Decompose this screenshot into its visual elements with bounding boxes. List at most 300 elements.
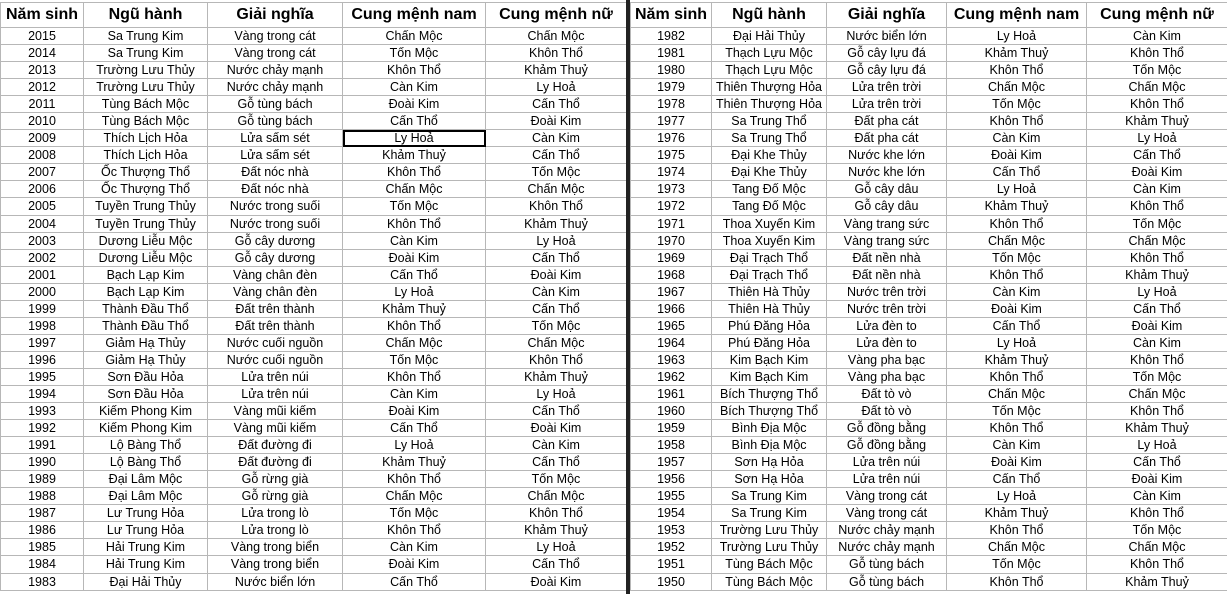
cell-meaning[interactable]: Đất đường đi [208,454,343,471]
cell-element[interactable]: Thiên Thượng Hỏa [712,79,827,96]
cell-female-destiny[interactable]: Chấn Mộc [1087,539,1227,556]
cell-female-destiny[interactable]: Cấn Thổ [486,147,627,164]
cell-element[interactable]: Sa Trung Kim [84,28,208,45]
cell-element[interactable]: Trường Lưu Thủy [84,79,208,96]
cell-male-destiny[interactable]: Khảm Thuỷ [947,505,1087,522]
cell-element[interactable]: Thoa Xuyến Kim [712,215,827,232]
cell-male-destiny[interactable]: Đoài Kim [947,147,1087,164]
cell-male-destiny[interactable]: Chấn Mộc [947,79,1087,96]
cell-meaning[interactable]: Nước trong suối [208,198,343,215]
cell-male-destiny[interactable]: Khôn Thổ [947,113,1087,130]
cell-male-destiny[interactable]: Cấn Thổ [343,266,486,283]
cell-male-destiny[interactable]: Khôn Thổ [947,368,1087,385]
cell-birth-year[interactable]: 1977 [631,113,712,130]
cell-birth-year[interactable]: 2001 [1,266,84,283]
cell-male-destiny[interactable]: Khôn Thổ [947,215,1087,232]
cell-meaning[interactable]: Lửa trên núi [208,368,343,385]
cell-meaning[interactable]: Nước chảy mạnh [827,522,947,539]
cell-meaning[interactable]: Lửa trong lò [208,505,343,522]
cell-birth-year[interactable]: 1973 [631,181,712,198]
cell-meaning[interactable]: Nước trên trời [827,283,947,300]
cell-female-destiny[interactable]: Càn Kim [1087,181,1227,198]
cell-female-destiny[interactable]: Tốn Mộc [486,471,627,488]
cell-birth-year[interactable]: 1961 [631,385,712,402]
cell-male-destiny[interactable]: Cấn Thổ [343,573,486,590]
cell-female-destiny[interactable]: Tốn Mộc [1087,522,1227,539]
cell-birth-year[interactable]: 1988 [1,488,84,505]
cell-element[interactable]: Tuyền Trung Thủy [84,215,208,232]
cell-meaning[interactable]: Gỗ tùng bách [827,556,947,573]
cell-meaning[interactable]: Vàng trong cát [827,488,947,505]
cell-birth-year[interactable]: 2000 [1,283,84,300]
cell-meaning[interactable]: Đất pha cát [827,130,947,147]
cell-male-destiny[interactable]: Chấn Mộc [343,181,486,198]
cell-birth-year[interactable]: 1969 [631,249,712,266]
cell-female-destiny[interactable]: Ly Hoả [1087,437,1227,454]
cell-male-destiny[interactable]: Đoài Kim [343,249,486,266]
cell-birth-year[interactable]: 1965 [631,317,712,334]
cell-element[interactable]: Bạch Lạp Kim [84,283,208,300]
cell-element[interactable]: Tùng Bách Mộc [712,556,827,573]
cell-birth-year[interactable]: 1993 [1,403,84,420]
cell-male-destiny[interactable]: Khôn Thổ [343,522,486,539]
cell-element[interactable]: Lộ Bàng Thổ [84,454,208,471]
cell-female-destiny[interactable]: Chấn Mộc [1087,79,1227,96]
cell-element[interactable]: Giảm Hạ Thủy [84,351,208,368]
cell-birth-year[interactable]: 2014 [1,45,84,62]
cell-male-destiny[interactable]: Chấn Mộc [947,385,1087,402]
cell-birth-year[interactable]: 1966 [631,300,712,317]
cell-element[interactable]: Sa Trung Kim [712,488,827,505]
cell-birth-year[interactable]: 1997 [1,334,84,351]
cell-birth-year[interactable]: 2015 [1,28,84,45]
cell-birth-year[interactable]: 2004 [1,215,84,232]
cell-meaning[interactable]: Gỗ tùng bách [827,573,947,590]
header-birth-year[interactable]: Năm sinh [1,3,84,28]
cell-birth-year[interactable]: 1970 [631,232,712,249]
cell-element[interactable]: Sơn Hạ Hỏa [712,471,827,488]
cell-male-destiny[interactable]: Tốn Mộc [947,403,1087,420]
cell-female-destiny[interactable]: Khảm Thuỷ [1087,420,1227,437]
cell-birth-year[interactable]: 1974 [631,164,712,181]
cell-female-destiny[interactable]: Cấn Thổ [486,403,627,420]
cell-birth-year[interactable]: 1991 [1,437,84,454]
cell-male-destiny[interactable]: Đoài Kim [343,96,486,113]
cell-meaning[interactable]: Gỗ đồng bằng [827,437,947,454]
cell-female-destiny[interactable]: Khôn Thổ [486,45,627,62]
cell-female-destiny[interactable]: Ly Hoả [1087,130,1227,147]
cell-female-destiny[interactable]: Tốn Mộc [1087,62,1227,79]
cell-element[interactable]: Đại Hải Thủy [712,28,827,45]
header-male-destiny[interactable]: Cung mệnh nam [343,3,486,28]
cell-female-destiny[interactable]: Khảm Thuỷ [1087,113,1227,130]
cell-birth-year[interactable]: 1955 [631,488,712,505]
cell-male-destiny[interactable]: Chấn Mộc [343,488,486,505]
cell-female-destiny[interactable]: Cấn Thổ [486,96,627,113]
cell-meaning[interactable]: Vàng trong biển [208,539,343,556]
cell-female-destiny[interactable]: Tốn Mộc [1087,368,1227,385]
cell-element[interactable]: Tùng Bách Mộc [712,573,827,590]
cell-male-destiny[interactable]: Khảm Thuỷ [947,198,1087,215]
cell-element[interactable]: Dương Liễu Mộc [84,232,208,249]
cell-male-destiny[interactable]: Khảm Thuỷ [947,351,1087,368]
cell-meaning[interactable]: Nước khe lớn [827,147,947,164]
cell-element[interactable]: Đại Trạch Thổ [712,266,827,283]
cell-female-destiny[interactable]: Khảm Thuỷ [486,215,627,232]
cell-birth-year[interactable]: 1958 [631,437,712,454]
cell-element[interactable]: Đại Hải Thủy [84,573,208,590]
cell-meaning[interactable]: Nước khe lớn [827,164,947,181]
cell-element[interactable]: Thạch Lựu Mộc [712,45,827,62]
cell-meaning[interactable]: Lửa trong lò [208,522,343,539]
cell-element[interactable]: Trường Lưu Thủy [84,62,208,79]
cell-element[interactable]: Tang Đố Mộc [712,181,827,198]
cell-birth-year[interactable]: 1989 [1,471,84,488]
cell-meaning[interactable]: Nước chảy mạnh [208,62,343,79]
cell-birth-year[interactable]: 1990 [1,454,84,471]
cell-female-destiny[interactable]: Đoài Kim [1087,471,1227,488]
cell-male-destiny[interactable]: Cấn Thổ [343,113,486,130]
cell-male-destiny[interactable]: Khôn Thổ [343,317,486,334]
cell-birth-year[interactable]: 2002 [1,249,84,266]
cell-element[interactable]: Đại Lâm Mộc [84,488,208,505]
cell-meaning[interactable]: Vàng mũi kiếm [208,403,343,420]
cell-female-destiny[interactable]: Càn Kim [486,283,627,300]
cell-birth-year[interactable]: 1998 [1,317,84,334]
cell-female-destiny[interactable]: Khảm Thuỷ [486,368,627,385]
cell-male-destiny[interactable]: Khôn Thổ [343,471,486,488]
cell-meaning[interactable]: Đất tò vò [827,403,947,420]
cell-element[interactable]: Bình Địa Mộc [712,420,827,437]
cell-element[interactable]: Trường Lưu Thủy [712,539,827,556]
cell-birth-year[interactable]: 1984 [1,556,84,573]
cell-male-destiny[interactable]: Chấn Mộc [947,539,1087,556]
cell-element[interactable]: Lộ Bàng Thổ [84,437,208,454]
cell-element[interactable]: Thích Lịch Hỏa [84,130,208,147]
cell-meaning[interactable]: Nước biển lớn [827,28,947,45]
cell-birth-year[interactable]: 1952 [631,539,712,556]
cell-female-destiny[interactable]: Đoài Kim [486,573,627,590]
cell-birth-year[interactable]: 1994 [1,385,84,402]
cell-female-destiny[interactable]: Chấn Mộc [486,488,627,505]
cell-meaning[interactable]: Nước trong suối [208,215,343,232]
cell-element[interactable]: Sơn Hạ Hỏa [712,454,827,471]
cell-birth-year[interactable]: 1971 [631,215,712,232]
cell-birth-year[interactable]: 1967 [631,283,712,300]
cell-female-destiny[interactable]: Tốn Mộc [486,317,627,334]
cell-meaning[interactable]: Vàng trong cát [827,505,947,522]
cell-female-destiny[interactable]: Cấn Thổ [1087,300,1227,317]
cell-birth-year[interactable]: 1999 [1,300,84,317]
cell-birth-year[interactable]: 1978 [631,96,712,113]
header-male-destiny[interactable]: Cung mệnh nam [947,3,1087,28]
cell-meaning[interactable]: Lửa đèn to [827,317,947,334]
cell-meaning[interactable]: Vàng trang sức [827,215,947,232]
cell-meaning[interactable]: Lửa trên núi [827,471,947,488]
cell-birth-year[interactable]: 2010 [1,113,84,130]
cell-meaning[interactable]: Đất nóc nhà [208,164,343,181]
cell-male-destiny[interactable]: Chấn Mộc [343,28,486,45]
cell-meaning[interactable]: Đất pha cát [827,113,947,130]
cell-element[interactable]: Bích Thượng Thổ [712,403,827,420]
cell-male-destiny[interactable]: Càn Kim [947,437,1087,454]
cell-birth-year[interactable]: 1963 [631,351,712,368]
cell-element[interactable]: Đại Khe Thủy [712,164,827,181]
cell-element[interactable]: Đại Lâm Mộc [84,471,208,488]
cell-birth-year[interactable]: 1986 [1,522,84,539]
cell-element[interactable]: Thiên Hà Thủy [712,283,827,300]
cell-male-destiny[interactable]: Cấn Thổ [947,471,1087,488]
cell-element[interactable]: Thành Đầu Thổ [84,300,208,317]
cell-female-destiny[interactable]: Đoài Kim [486,420,627,437]
cell-female-destiny[interactable]: Khôn Thổ [1087,505,1227,522]
cell-element[interactable]: Thoa Xuyến Kim [712,232,827,249]
cell-birth-year[interactable]: 1959 [631,420,712,437]
cell-meaning[interactable]: Vàng pha bạc [827,351,947,368]
cell-element[interactable]: Dương Liễu Mộc [84,249,208,266]
cell-meaning[interactable]: Lửa sấm sét [208,147,343,164]
cell-meaning[interactable]: Nước trên trời [827,300,947,317]
cell-female-destiny[interactable]: Ly Hoả [486,539,627,556]
cell-male-destiny[interactable]: Khôn Thổ [947,573,1087,590]
cell-meaning[interactable]: Nước chảy mạnh [208,79,343,96]
cell-male-destiny[interactable]: Đoài Kim [947,300,1087,317]
cell-element[interactable]: Sơn Đầu Hỏa [84,368,208,385]
cell-female-destiny[interactable]: Ly Hoả [1087,283,1227,300]
cell-birth-year[interactable]: 1960 [631,403,712,420]
cell-male-destiny[interactable]: Tốn Mộc [343,45,486,62]
cell-element[interactable]: Tùng Bách Mộc [84,113,208,130]
cell-meaning[interactable]: Vàng pha bạc [827,368,947,385]
cell-meaning[interactable]: Gỗ tùng bách [208,96,343,113]
cell-male-destiny[interactable]: Khôn Thổ [947,522,1087,539]
cell-birth-year[interactable]: 2011 [1,96,84,113]
cell-male-destiny[interactable]: Tốn Mộc [947,249,1087,266]
cell-meaning[interactable]: Đất nền nhà [827,249,947,266]
cell-male-destiny[interactable]: Ly Hoả [947,28,1087,45]
cell-meaning[interactable]: Gỗ cây lựu đá [827,62,947,79]
header-meaning[interactable]: Giải nghĩa [208,3,343,28]
cell-meaning[interactable]: Vàng trong biển [208,556,343,573]
cell-female-destiny[interactable]: Cấn Thổ [486,454,627,471]
cell-element[interactable]: Thành Đầu Thổ [84,317,208,334]
cell-element[interactable]: Sa Trung Kim [712,505,827,522]
cell-male-destiny[interactable]: Khôn Thổ [947,266,1087,283]
cell-meaning[interactable]: Đất trên thành [208,300,343,317]
cell-female-destiny[interactable]: Chấn Mộc [1087,385,1227,402]
cell-female-destiny[interactable]: Khảm Thuỷ [1087,573,1227,590]
cell-birth-year[interactable]: 2006 [1,181,84,198]
cell-male-destiny[interactable]: Càn Kim [343,385,486,402]
cell-birth-year[interactable]: 1953 [631,522,712,539]
cell-meaning[interactable]: Đất trên thành [208,317,343,334]
cell-meaning[interactable]: Vàng trong cát [208,45,343,62]
cell-male-destiny[interactable]: Cấn Thổ [343,420,486,437]
cell-female-destiny[interactable]: Khảm Thuỷ [486,522,627,539]
cell-birth-year[interactable]: 1968 [631,266,712,283]
cell-male-destiny[interactable]: Cấn Thổ [947,164,1087,181]
cell-female-destiny[interactable]: Cấn Thổ [486,249,627,266]
cell-female-destiny[interactable]: Cấn Thổ [1087,454,1227,471]
cell-male-destiny[interactable]: Tốn Mộc [947,96,1087,113]
cell-element[interactable]: Lư Trung Hỏa [84,505,208,522]
cell-male-destiny[interactable]: Cấn Thổ [947,317,1087,334]
cell-female-destiny[interactable]: Chấn Mộc [486,181,627,198]
cell-male-destiny[interactable]: Khảm Thuỷ [343,454,486,471]
cell-birth-year[interactable]: 1987 [1,505,84,522]
cell-male-destiny[interactable]: Tốn Mộc [343,505,486,522]
cell-element[interactable]: Sa Trung Thổ [712,130,827,147]
cell-element[interactable]: Bích Thượng Thổ [712,385,827,402]
cell-female-destiny[interactable]: Ly Hoả [486,232,627,249]
cell-meaning[interactable]: Gỗ cây dương [208,249,343,266]
cell-meaning[interactable]: Lửa trên trời [827,79,947,96]
cell-male-destiny[interactable]: Càn Kim [343,539,486,556]
cell-element[interactable]: Hải Trung Kim [84,539,208,556]
cell-meaning[interactable]: Gỗ tùng bách [208,113,343,130]
cell-birth-year[interactable]: 1981 [631,45,712,62]
cell-element[interactable]: Kiếm Phong Kim [84,403,208,420]
cell-female-destiny[interactable]: Khôn Thổ [1087,403,1227,420]
cell-birth-year[interactable]: 1985 [1,539,84,556]
cell-element[interactable]: Tang Đố Mộc [712,198,827,215]
cell-meaning[interactable]: Gỗ đồng bằng [827,420,947,437]
cell-element[interactable]: Thiên Hà Thủy [712,300,827,317]
cell-element[interactable]: Trường Lưu Thủy [712,522,827,539]
cell-meaning[interactable]: Vàng chân đèn [208,266,343,283]
cell-element[interactable]: Sa Trung Thổ [712,113,827,130]
cell-female-destiny[interactable]: Càn Kim [486,437,627,454]
cell-meaning[interactable]: Lửa trên núi [208,385,343,402]
cell-male-destiny[interactable]: Tốn Mộc [343,351,486,368]
cell-element[interactable]: Phú Đăng Hỏa [712,334,827,351]
cell-male-destiny[interactable]: Ly Hoả [343,283,486,300]
cell-element[interactable]: Kim Bạch Kim [712,351,827,368]
cell-female-destiny[interactable]: Cấn Thổ [486,300,627,317]
cell-female-destiny[interactable]: Khôn Thổ [1087,45,1227,62]
cell-male-destiny[interactable]: Đoài Kim [947,454,1087,471]
cell-birth-year[interactable]: 2007 [1,164,84,181]
cell-meaning[interactable]: Vàng mũi kiếm [208,420,343,437]
cell-meaning[interactable]: Nước chảy mạnh [827,539,947,556]
cell-male-destiny[interactable]: Khảm Thuỷ [343,147,486,164]
cell-female-destiny[interactable]: Tốn Mộc [1087,215,1227,232]
cell-male-destiny[interactable]: Khôn Thổ [947,62,1087,79]
cell-birth-year[interactable]: 2013 [1,62,84,79]
cell-male-destiny[interactable]: Chấn Mộc [343,334,486,351]
cell-element[interactable]: Kim Bạch Kim [712,368,827,385]
cell-female-destiny[interactable]: Chấn Mộc [1087,232,1227,249]
cell-birth-year[interactable]: 1980 [631,62,712,79]
cell-meaning[interactable]: Đất đường đi [208,437,343,454]
cell-birth-year[interactable]: 2005 [1,198,84,215]
cell-meaning[interactable]: Gỗ cây dâu [827,181,947,198]
cell-female-destiny[interactable]: Khôn Thổ [1087,556,1227,573]
cell-birth-year[interactable]: 1956 [631,471,712,488]
cell-male-destiny[interactable]: Càn Kim [947,283,1087,300]
cell-female-destiny[interactable]: Ly Hoả [486,385,627,402]
cell-male-destiny[interactable]: Chấn Mộc [947,232,1087,249]
cell-element[interactable]: Tùng Bách Mộc [84,96,208,113]
cell-element[interactable]: Bạch Lạp Kim [84,266,208,283]
cell-meaning[interactable]: Đất nóc nhà [208,181,343,198]
cell-male-destiny[interactable]: Khôn Thổ [343,62,486,79]
cell-male-destiny[interactable]: Khôn Thổ [343,164,486,181]
cell-female-destiny[interactable]: Đoài Kim [486,113,627,130]
cell-element[interactable]: Kiếm Phong Kim [84,420,208,437]
cell-male-destiny[interactable]: Tốn Mộc [947,556,1087,573]
header-element[interactable]: Ngũ hành [712,3,827,28]
cell-meaning[interactable]: Nước cuối nguồn [208,334,343,351]
cell-meaning[interactable]: Lửa đèn to [827,334,947,351]
cell-female-destiny[interactable]: Khôn Thổ [1087,96,1227,113]
cell-birth-year[interactable]: 2003 [1,232,84,249]
cell-female-destiny[interactable]: Khôn Thổ [1087,351,1227,368]
cell-meaning[interactable]: Gỗ cây dương [208,232,343,249]
cell-male-destiny[interactable]: Ly Hoả [343,130,486,147]
cell-element[interactable]: Hải Trung Kim [84,556,208,573]
cell-birth-year[interactable]: 1954 [631,505,712,522]
cell-female-destiny[interactable]: Khảm Thuỷ [1087,266,1227,283]
header-meaning[interactable]: Giải nghĩa [827,3,947,28]
cell-male-destiny[interactable]: Càn Kim [343,79,486,96]
cell-meaning[interactable]: Gỗ cây dâu [827,198,947,215]
cell-element[interactable]: Phú Đăng Hỏa [712,317,827,334]
cell-female-destiny[interactable]: Cấn Thổ [486,556,627,573]
cell-meaning[interactable]: Gỗ rừng già [208,488,343,505]
cell-birth-year[interactable]: 2008 [1,147,84,164]
cell-male-destiny[interactable]: Càn Kim [343,232,486,249]
cell-element[interactable]: Sa Trung Kim [84,45,208,62]
cell-element[interactable]: Tuyền Trung Thủy [84,198,208,215]
cell-element[interactable]: Giảm Hạ Thủy [84,334,208,351]
cell-birth-year[interactable]: 1995 [1,368,84,385]
cell-element[interactable]: Đại Trạch Thổ [712,249,827,266]
cell-male-destiny[interactable]: Ly Hoả [947,334,1087,351]
cell-meaning[interactable]: Nước biển lớn [208,573,343,590]
cell-birth-year[interactable]: 1950 [631,573,712,590]
cell-birth-year[interactable]: 1976 [631,130,712,147]
cell-female-destiny[interactable]: Khôn Thổ [486,351,627,368]
cell-male-destiny[interactable]: Tốn Mộc [343,198,486,215]
cell-meaning[interactable]: Lửa trên núi [827,454,947,471]
cell-male-destiny[interactable]: Đoài Kim [343,403,486,420]
cell-meaning[interactable]: Vàng trang sức [827,232,947,249]
cell-meaning[interactable]: Vàng trong cát [208,28,343,45]
cell-element[interactable]: Lư Trung Hỏa [84,522,208,539]
cell-element[interactable]: Ốc Thượng Thổ [84,164,208,181]
cell-meaning[interactable]: Vàng chân đèn [208,283,343,300]
cell-female-destiny[interactable]: Chấn Mộc [486,28,627,45]
cell-male-destiny[interactable]: Khảm Thuỷ [947,45,1087,62]
cell-male-destiny[interactable]: Khôn Thổ [343,368,486,385]
cell-birth-year[interactable]: 1957 [631,454,712,471]
cell-male-destiny[interactable]: Khôn Thổ [343,215,486,232]
cell-birth-year[interactable]: 1996 [1,351,84,368]
cell-male-destiny[interactable]: Ly Hoả [947,181,1087,198]
cell-male-destiny[interactable]: Ly Hoả [947,488,1087,505]
cell-male-destiny[interactable]: Khôn Thổ [947,420,1087,437]
cell-birth-year[interactable]: 1972 [631,198,712,215]
cell-birth-year[interactable]: 2009 [1,130,84,147]
cell-meaning[interactable]: Lửa trên trời [827,96,947,113]
cell-female-destiny[interactable]: Khôn Thổ [486,505,627,522]
cell-female-destiny[interactable]: Đoài Kim [1087,164,1227,181]
cell-birth-year[interactable]: 2012 [1,79,84,96]
header-female-destiny[interactable]: Cung mệnh nữ [1087,3,1227,28]
cell-birth-year[interactable]: 1975 [631,147,712,164]
cell-element[interactable]: Đại Khe Thủy [712,147,827,164]
